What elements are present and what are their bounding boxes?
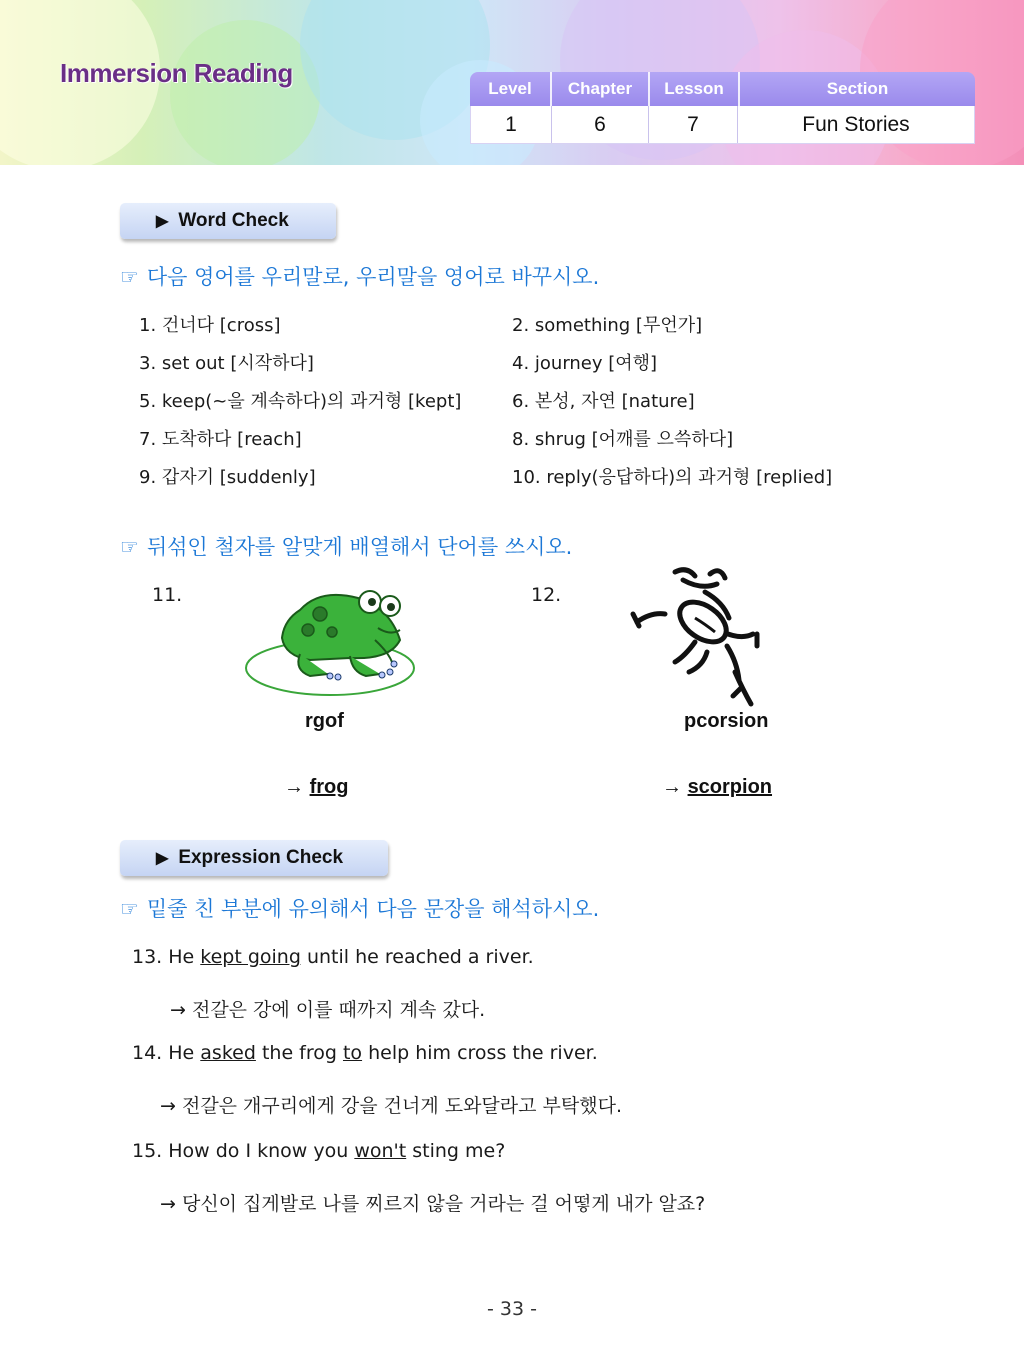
expression-check-button — [120, 840, 388, 876]
sentence-text: 14. He — [132, 1042, 201, 1064]
word-item-3: 3. set out [시작하다] — [139, 353, 314, 374]
scorpion-icon — [625, 562, 765, 710]
expression-check-instruction — [120, 893, 599, 923]
word-item-9: 9. 갑자기 [suddenly] — [139, 467, 316, 488]
translation-14: → 전갈은 개구리에게 강을 건너게 도와달라고 부탁했다. — [160, 1095, 622, 1117]
sentence-text: help him cross the river. — [362, 1042, 598, 1064]
item-11-answer — [284, 776, 348, 799]
word-item-10: 10. reply(응답하다)의 과거형 [replied] — [512, 467, 833, 488]
sentence-15 — [132, 1140, 505, 1162]
instruction-text: 밑줄 친 부분에 유의해서 다음 문장을 해석하시오. — [146, 897, 600, 921]
word-item-5: 5. keep(~을 계속하다)의 과거형 [kept] — [139, 391, 462, 412]
sentence-text: 15. How do I know you — [132, 1140, 355, 1162]
lesson-value: 7 — [648, 106, 737, 143]
lesson-info-values — [470, 106, 975, 144]
word-item-8: 8. shrug [어깨를 으쓱하다] — [512, 429, 734, 450]
scramble-instruction — [120, 531, 572, 561]
header-banner — [0, 0, 1024, 165]
lesson-info-table — [470, 72, 975, 144]
underlined-phrase: to — [342, 1042, 363, 1064]
app-title: Immersion Reading — [60, 58, 293, 88]
sentence-14 — [132, 1042, 598, 1064]
sentence-text: the frog — [255, 1042, 343, 1064]
col-section: Section — [738, 72, 975, 106]
arrow-icon: → — [284, 776, 304, 798]
page-number: - 33 - — [487, 1298, 537, 1320]
lesson-info-header — [470, 72, 975, 106]
sentence-13 — [132, 946, 534, 968]
frog-icon — [240, 580, 425, 700]
translation-15: → 당신이 집게발로 나를 찌르지 않을 거라는 걸 어떻게 내가 알죠? — [160, 1193, 706, 1215]
sentence-text: until he reached a river. — [300, 946, 534, 968]
answer-word: frog — [309, 776, 349, 798]
word-item-4: 4. journey [여행] — [512, 353, 658, 374]
word-check-instruction — [120, 261, 599, 291]
sentence-text: 13. He — [132, 946, 201, 968]
instruction-text: 뒤섞인 철자를 알맞게 배열해서 단어를 쓰시오. — [146, 535, 573, 559]
item-12-answer — [662, 776, 772, 799]
underlined-phrase: asked — [200, 1042, 256, 1064]
col-lesson: Lesson — [648, 72, 738, 106]
expression-check-label: Expression Check — [178, 847, 344, 868]
answer-word: scorpion — [687, 776, 773, 798]
item-11-scrambled: rgof — [305, 710, 344, 732]
word-item-1: 1. 건너다 [cross] — [139, 315, 281, 336]
arrow-icon: → — [662, 776, 682, 798]
item-12-number: 12. — [531, 584, 562, 606]
pointing-hand-icon: ☞ — [120, 897, 139, 921]
sentence-text: sting me? — [406, 1140, 506, 1162]
level-value: 1 — [505, 112, 517, 136]
pointing-hand-icon: ☞ — [120, 265, 139, 289]
word-item-7: 7. 도착하다 [reach] — [139, 429, 302, 450]
word-item-2: 2. something [무언가] — [512, 315, 703, 336]
instruction-text: 다음 영어를 우리말로, 우리말을 영어로 바꾸시오. — [146, 265, 600, 289]
col-chapter: Chapter — [550, 72, 648, 106]
word-check-button — [120, 203, 336, 239]
item-11-number: 11. — [152, 584, 183, 606]
item-12-scrambled: pcorsion — [684, 710, 769, 732]
word-item-6: 6. 본성, 자연 [nature] — [512, 391, 695, 412]
underlined-phrase: kept going — [200, 946, 301, 968]
word-check-label: Word Check — [178, 210, 289, 231]
underlined-phrase: won't — [354, 1140, 407, 1162]
col-level: Level — [488, 79, 532, 98]
play-triangle-icon: ▶ — [156, 213, 169, 230]
section-value: Fun Stories — [737, 106, 974, 143]
pointing-hand-icon: ☞ — [120, 535, 139, 559]
play-triangle-icon: ▶ — [156, 850, 169, 867]
translation-13: → 전갈은 강에 이를 때까지 계속 갔다. — [170, 999, 486, 1021]
chapter-value: 6 — [551, 106, 648, 143]
